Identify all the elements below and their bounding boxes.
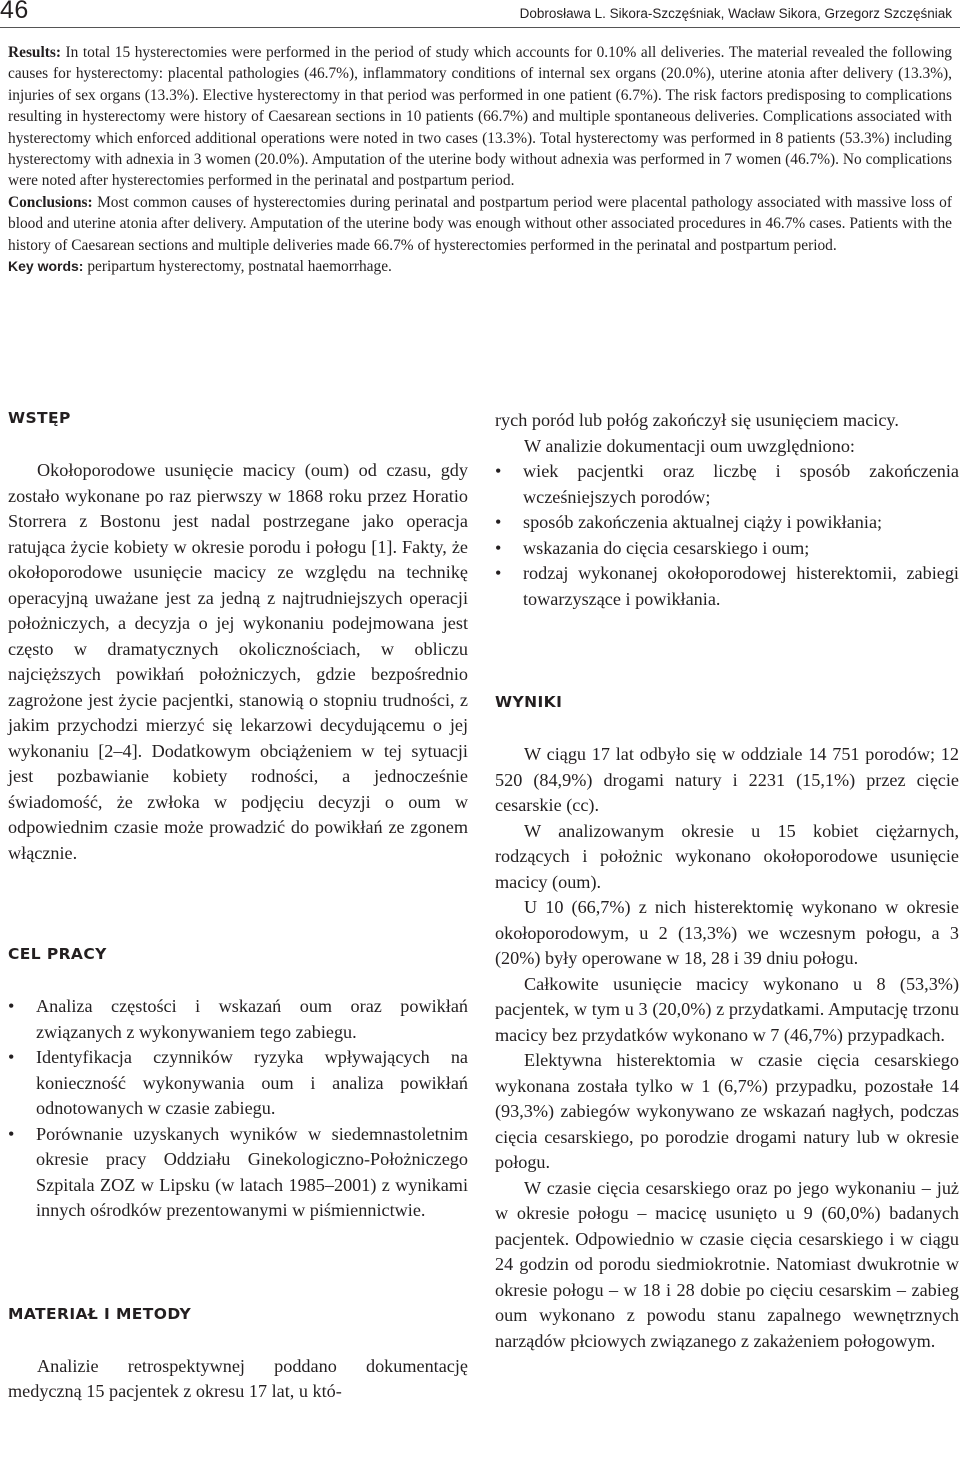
wyniki-paragraph: U 10 (66,7%) z nich histerektomię wykonano w okresie okołoporodowym, u 2 (13,3%) we wczesnym połogu, a 3 (20%) były operowane w 18, 28 i 39 dniu połogu. [495, 897, 959, 968]
list-item: • wiek pacjentki oraz liczbę i sposób zakończenia wcześniejszych porodów; [495, 459, 959, 510]
heading-cel-pracy: CEL PRACY [8, 945, 107, 963]
results-text: In total 15 hysterectomies were performed in the period of study which accounts for 0.10% all deliveries. The material revealed the following causes for hysterectomy: placental pathologies (46.7%), inflammatory conditions of internal sex organs (20.0%), uterine atonia after delivery (13.3%), injuries of sex organs (13.3%). Elective hysterectomy in that period was performed in one patient (6.7%). The risk factors predisposing to complications resulting in hysterectomy were history of Caesarean sections in 10 patients (66.7%) and multiple spontaneous deliveries. Complications associated with hysterectomy which enforced additional operations were noted in two cases (13.3%). Total hysterectomy was performed in 8 patients (53.3%) including hysterectomy with adnexia in 3 women (20.0%). Amputation of the uterine body without adnexia was performed in 7 women (46.7%). No complications were noted after hysterectomies performed in the perinatal and postpartum period. [8, 44, 952, 190]
list-item: • sposób zakończenia aktualnej ciąży i powikłania; [495, 510, 959, 536]
wyniki-paragraph: Całkowite usunięcie macicy wykonano u 8 (53,3%) pacjentek, w tym u 3 (20,0%) z przydatkami. Amputację trzonu macicy bez przydatków wykonano w 7 (46,7%) przypadkach. [495, 973, 959, 1045]
running-header: Dobrosława L. Sikora-Szczęśniak, Wacław Sikora, Grzegorz Szczęśniak [519, 6, 952, 21]
page-number: 46 [0, 0, 29, 24]
wstep-paragraph: Okołoporodowe usunięcie macicy (oum) od czasu, gdy zostało wykonane po raz pierwszy w 1868 roku przez Horatio Storrera z Bostonu jest nadal postrzegane jako operacja ratująca życie kobiety w okresie porodu i połogu [1]. Fakty, że okołoporodowe usunięcie macicy ze względu na technikę operacyjną uważane jest za jedną z najtrudniejszych operacji położniczych, a decyzja o jej wykonaniu podejmowana jest często w dramatycznych okolicznościach, w obliczu najcięższych powikłań położniczych, gdzie bezpośrednio zagrożone jest życie pacjentki, stanowią o stopniu trudności, z jakim przychodzi mierzyć się lekarzowi decydującemu o jej wykonaniu [2–4]. Dodatkowym obciążeniem w tej sytuacji jest pozbawianie kobiety rodności, a jednocześnie świadomość, że zwłoka w podjęciu decyzji o oum w odpowiednim czasie może prowadzić do powikłań ze zgonem włącznie. [8, 460, 468, 863]
analysis-intro: W analizie dokumentacji oum uwzględniono: [524, 435, 855, 456]
wyniki-paragraph: Elektywna histerektomia w czasie cięcia cesarskiego wykonana została tylko w 1 (6,7%) przypadku, pozostałe 14 (93,3%) zabiegów wykonywano ze wskazań nagłych, podczas cięcia cesarskiego, po porodzie drogami natury lub w okresie połogu. [495, 1050, 959, 1172]
heading-wstep: WSTĘP [8, 409, 71, 427]
wyniki-paragraph: W czasie cięcia cesarskiego oraz po jego wykonaniu – już w okresie połogu – macicę usunięto u 9 (60,0%) badanych pacjentek. Odpowiednio w czasie cięcia cesarskiego i w ciągu 24 godzin od porodu siedmiokrotnie. Natomiast dwukrotnie w okresie połogu – w 18 i 28 dobie po cięciu cesarskim – zabieg oum wykonano z powodu stanu zapalnego wewnętrznych narządów płciowych związanego z zakażeniem połogowym. [495, 1177, 959, 1351]
heading-wyniki: WYNIKI [495, 693, 563, 711]
abstract [8, 42, 952, 277]
conclusions-text: Most common causes of hysterectomies during perinatal and postpartum period were placental pathology associated with massive loss of blood and uterine atonia after delivery. Amputation of the uterine body was enough without other associated procedures in 46.7% cases. Patients with the history of Caesarean sections and multiple deliveries made 66.7% of hysterectomies performed in the perinatal and postpartum period. [8, 193, 952, 254]
results-label: Results: [8, 44, 62, 61]
keywords-label: Key words: [8, 258, 84, 275]
cel-list [8, 994, 468, 1224]
wyniki-body [495, 742, 959, 1354]
analysis-list [495, 459, 959, 612]
list-item: • rodzaj wykonanej okołoporodowej histerektomii, zabiegi towarzyszące i powikłania. [495, 561, 959, 612]
heading-material-i-metody: MATERIAŁ I METODY [8, 1304, 192, 1323]
header-rule [0, 27, 960, 28]
list-item: • wskazania do cięcia cesarskiego i oum; [495, 536, 959, 562]
continuation-paragraph: rych poród lub połóg zakończył się usunięciem macicy. [495, 410, 899, 430]
list-item: • Porównanie uzyskanych wyników w siedemnastoletnim okresie pracy Oddziału Ginekologiczno-Położniczego Szpitala ZOZ w Lipsku (w latach 1985–2001) z wynikami innych ośrodków prezentowanymi w piśmiennictwie. [8, 1122, 468, 1224]
list-item: • Analiza częstości i wskazań oum oraz powikłań związanych z wykonywaniem tego zabiegu. [8, 994, 468, 1045]
abstract-conclusions [8, 192, 952, 256]
metody-paragraph: Analizie retrospektywnej poddano dokumentację medyczną 15 pacjentek z okresu 17 lat, u któ- [8, 1355, 468, 1401]
list-item: • Identyfikacja czynników ryzyka wpływających na konieczność wykonywania oum i analiza powikłań odnotowanych w czasie zabiegu. [8, 1045, 468, 1122]
right-column [495, 408, 959, 1354]
abstract-keywords [8, 256, 952, 277]
conclusions-label: Conclusions: [8, 193, 93, 211]
abstract-results [8, 42, 952, 192]
left-column [8, 408, 468, 1405]
wyniki-paragraph: W ciągu 17 lat odbyło się w oddziale 14 751 porodów; 12 520 (84,9%) drogami natury i 2231 (15,1%) przez cięcie cesarskie (cc). [495, 744, 959, 815]
wyniki-paragraph: W analizowanym okresie u 15 kobiet ciężarnych, rodzących i położnic wykonano okołoporodowe usunięcie macicy (oum). [495, 820, 959, 892]
keywords-text: peripartum hysterectomy, postnatal haemorrhage. [83, 258, 392, 276]
